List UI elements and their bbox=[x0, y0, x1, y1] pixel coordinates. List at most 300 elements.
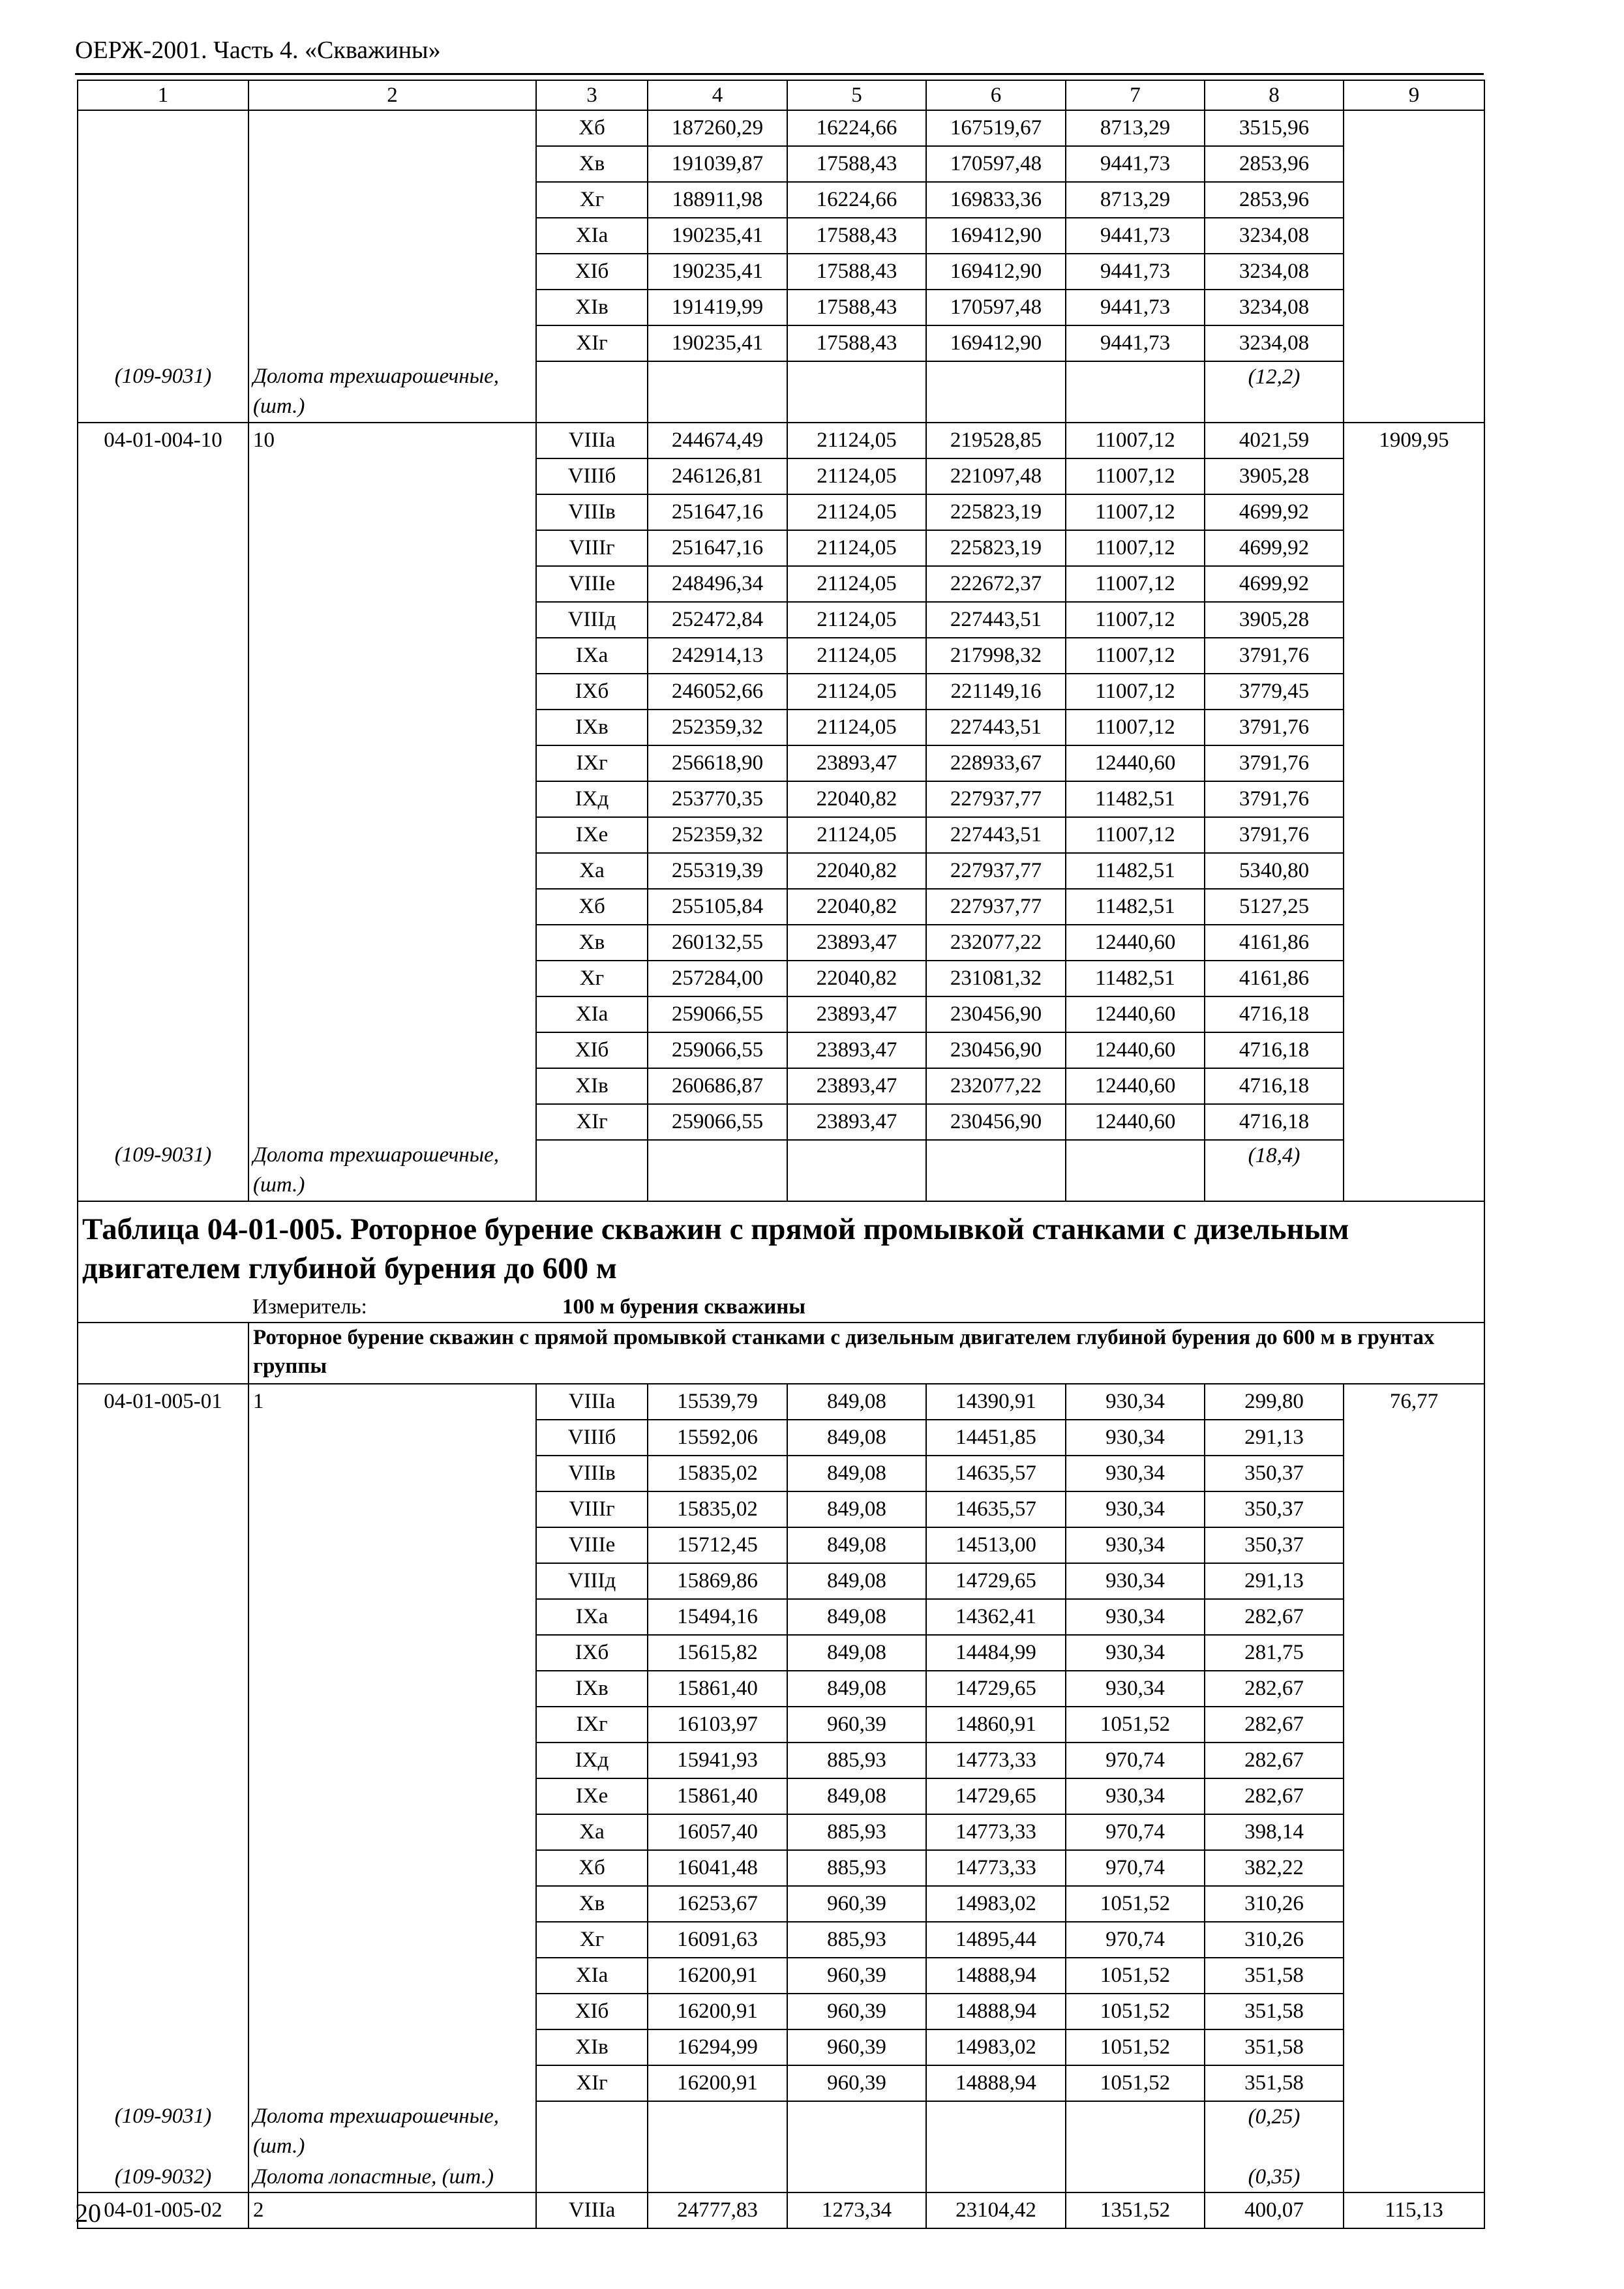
soil-group-cell: IXг bbox=[536, 1707, 648, 1743]
value-cell: 930,34 bbox=[1066, 1420, 1205, 1456]
value-cell: 849,08 bbox=[787, 1384, 926, 1420]
soil-group-cell: IXг bbox=[536, 745, 648, 781]
value-cell: 227443,51 bbox=[926, 602, 1066, 638]
value-cell: 4716,18 bbox=[1205, 996, 1344, 1032]
value-cell: 8713,29 bbox=[1066, 182, 1205, 218]
value-cell: 191039,87 bbox=[648, 146, 787, 182]
value-cell: 970,74 bbox=[1066, 1743, 1205, 1778]
empty-cell bbox=[536, 1140, 648, 1201]
soil-group-cell: VIIIд bbox=[536, 602, 648, 638]
section-title-row bbox=[78, 1201, 1484, 1292]
value-cell: 400,07 bbox=[1205, 2192, 1344, 2228]
value-cell: 15494,16 bbox=[648, 1599, 787, 1635]
value-cell: 22040,82 bbox=[787, 889, 926, 925]
soil-group-cell: XIв bbox=[536, 1068, 648, 1104]
empty-cell bbox=[536, 2101, 648, 2162]
value-cell: 351,58 bbox=[1205, 2065, 1344, 2101]
value-cell: 3791,76 bbox=[1205, 781, 1344, 817]
value-cell: 12440,60 bbox=[1066, 996, 1205, 1032]
value-cell: 3905,28 bbox=[1205, 458, 1344, 494]
material-code: (109-9031) bbox=[78, 1140, 248, 1201]
value-cell: 23893,47 bbox=[787, 1104, 926, 1140]
soil-group-cell: VIIIд bbox=[536, 1563, 648, 1599]
value-cell: 169412,90 bbox=[926, 325, 1066, 361]
value-cell: 1051,52 bbox=[1066, 2029, 1205, 2065]
value-cell: 11007,12 bbox=[1066, 710, 1205, 745]
col9-cell bbox=[1344, 110, 1484, 361]
value-cell: 4716,18 bbox=[1205, 1068, 1344, 1104]
value-cell: 21124,05 bbox=[787, 674, 926, 710]
value-cell: 3791,76 bbox=[1205, 710, 1344, 745]
column-number: 8 bbox=[1205, 80, 1344, 110]
value-cell: 970,74 bbox=[1066, 1922, 1205, 1958]
value-cell: 11482,51 bbox=[1066, 853, 1205, 889]
value-cell: 14773,33 bbox=[926, 1743, 1066, 1778]
value-cell: 398,14 bbox=[1205, 1814, 1344, 1850]
price-table bbox=[77, 80, 1485, 2229]
value-cell: 3791,76 bbox=[1205, 638, 1344, 674]
unit-label: Измеритель: bbox=[248, 1292, 536, 1323]
value-cell: 885,93 bbox=[787, 1743, 926, 1778]
value-cell: 1051,52 bbox=[1066, 1958, 1205, 1994]
section-subtitle: Роторное бурение скважин с прямой промывкой станками с дизельным двигателем глубиной бурения до 600 м в грунтах группы bbox=[248, 1323, 1484, 1384]
value-cell: 260686,87 bbox=[648, 1068, 787, 1104]
soil-group-cell: Хб bbox=[536, 889, 648, 925]
value-cell: 230456,90 bbox=[926, 996, 1066, 1032]
value-cell: 4699,92 bbox=[1205, 530, 1344, 566]
subtitle-row bbox=[78, 1323, 1484, 1384]
value-cell: 14362,41 bbox=[926, 1599, 1066, 1635]
value-cell: 351,58 bbox=[1205, 2029, 1344, 2065]
empty-cell bbox=[78, 1323, 248, 1384]
soil-group-cell: VIIIб bbox=[536, 1420, 648, 1456]
empty-cell bbox=[78, 1292, 248, 1323]
value-cell: 227937,77 bbox=[926, 889, 1066, 925]
empty-cell bbox=[1344, 2101, 1484, 2162]
value-cell: 4716,18 bbox=[1205, 1104, 1344, 1140]
value-cell: 351,58 bbox=[1205, 1958, 1344, 1994]
soil-group-cell: Хг bbox=[536, 961, 648, 996]
value-cell: 351,58 bbox=[1205, 1994, 1344, 2029]
value-cell: 960,39 bbox=[787, 1707, 926, 1743]
material-name bbox=[248, 1140, 536, 1201]
value-cell: 217998,32 bbox=[926, 638, 1066, 674]
value-cell: 15592,06 bbox=[648, 1420, 787, 1456]
value-cell: 14888,94 bbox=[926, 1994, 1066, 2029]
col9-cell: 1909,95 bbox=[1344, 423, 1484, 1140]
column-number-row bbox=[78, 80, 1484, 110]
value-cell: 21124,05 bbox=[787, 494, 926, 530]
value-cell: 227937,77 bbox=[926, 781, 1066, 817]
value-cell: 23893,47 bbox=[787, 1068, 926, 1104]
empty-cell bbox=[787, 2162, 926, 2192]
column-number: 9 bbox=[1344, 80, 1484, 110]
code-cell: 04-01-005-02 bbox=[78, 2192, 248, 2228]
value-cell: 11482,51 bbox=[1066, 889, 1205, 925]
value-cell: 3234,08 bbox=[1205, 290, 1344, 325]
value-cell: 930,34 bbox=[1066, 1778, 1205, 1814]
value-cell: 14895,44 bbox=[926, 1922, 1066, 1958]
value-cell: 252359,32 bbox=[648, 817, 787, 853]
value-cell: 12440,60 bbox=[1066, 1032, 1205, 1068]
value-cell: 970,74 bbox=[1066, 1850, 1205, 1886]
value-cell: 251647,16 bbox=[648, 530, 787, 566]
value-cell: 190235,41 bbox=[648, 218, 787, 254]
value-cell: 3234,08 bbox=[1205, 218, 1344, 254]
value-cell: 3779,45 bbox=[1205, 674, 1344, 710]
column-number: 2 bbox=[248, 80, 536, 110]
value-cell: 282,67 bbox=[1205, 1778, 1344, 1814]
empty-cell bbox=[1344, 1140, 1484, 1201]
value-cell: 16200,91 bbox=[648, 2065, 787, 2101]
soil-group-cell: XIг bbox=[536, 325, 648, 361]
value-cell: 2853,96 bbox=[1205, 146, 1344, 182]
empty-cell bbox=[1344, 361, 1484, 423]
soil-group-cell: VIIIг bbox=[536, 530, 648, 566]
value-cell: 3234,08 bbox=[1205, 325, 1344, 361]
value-cell: 930,34 bbox=[1066, 1563, 1205, 1599]
section-title-text: Таблица 04-01-005. Роторное бурение скважин с прямой промывкой станками с дизельным двигателем глубиной бурения до 600 м bbox=[82, 1212, 1349, 1285]
material-qty: (0,25) bbox=[1205, 2101, 1344, 2162]
material-row bbox=[78, 1140, 1484, 1201]
empty-cell bbox=[648, 2162, 787, 2192]
value-cell: 310,26 bbox=[1205, 1922, 1344, 1958]
empty-cell bbox=[1066, 2162, 1205, 2192]
value-cell: 885,93 bbox=[787, 1922, 926, 1958]
value-cell: 244674,49 bbox=[648, 423, 787, 458]
soil-group-cell: IXб bbox=[536, 1635, 648, 1671]
value-cell: 22040,82 bbox=[787, 853, 926, 889]
value-cell: 14729,65 bbox=[926, 1778, 1066, 1814]
value-cell: 227443,51 bbox=[926, 710, 1066, 745]
value-cell: 16103,97 bbox=[648, 1707, 787, 1743]
empty-cell bbox=[926, 1140, 1066, 1201]
value-cell: 227443,51 bbox=[926, 817, 1066, 853]
soil-group-cell: IXе bbox=[536, 817, 648, 853]
value-cell: 5340,80 bbox=[1205, 853, 1344, 889]
empty-cell bbox=[648, 361, 787, 423]
soil-group-cell: VIIIа bbox=[536, 1384, 648, 1420]
value-cell: 8713,29 bbox=[1066, 110, 1205, 146]
value-cell: 16200,91 bbox=[648, 1958, 787, 1994]
value-cell: 191419,99 bbox=[648, 290, 787, 325]
value-cell: 3791,76 bbox=[1205, 817, 1344, 853]
empty-cell bbox=[926, 2101, 1066, 2162]
value-cell: 21124,05 bbox=[787, 566, 926, 602]
value-cell: 885,93 bbox=[787, 1814, 926, 1850]
value-cell: 23104,42 bbox=[926, 2192, 1066, 2228]
value-cell: 227937,77 bbox=[926, 853, 1066, 889]
value-cell: 219528,85 bbox=[926, 423, 1066, 458]
value-cell: 310,26 bbox=[1205, 1886, 1344, 1922]
soil-group-cell: VIIIб bbox=[536, 458, 648, 494]
soil-group-cell: Хб bbox=[536, 110, 648, 146]
value-cell: 248496,34 bbox=[648, 566, 787, 602]
soil-group-cell: IXв bbox=[536, 1671, 648, 1707]
value-cell: 14983,02 bbox=[926, 2029, 1066, 2065]
soil-group-cell: Хв bbox=[536, 1886, 648, 1922]
soil-group-cell: IXд bbox=[536, 781, 648, 817]
material-name-text: Долота лопастные, (шт.) bbox=[253, 2165, 494, 2189]
soil-group-cell: XIб bbox=[536, 1032, 648, 1068]
soil-group-cell: Хв bbox=[536, 925, 648, 961]
value-cell: 5127,25 bbox=[1205, 889, 1344, 925]
value-cell: 9441,73 bbox=[1066, 325, 1205, 361]
value-cell: 16224,66 bbox=[787, 182, 926, 218]
value-cell: 3515,96 bbox=[1205, 110, 1344, 146]
column-number: 7 bbox=[1066, 80, 1205, 110]
value-cell: 21124,05 bbox=[787, 710, 926, 745]
header-rule bbox=[75, 73, 1484, 75]
empty-cell bbox=[1066, 1140, 1205, 1201]
value-cell: 11007,12 bbox=[1066, 530, 1205, 566]
value-cell: 11482,51 bbox=[1066, 781, 1205, 817]
value-cell: 221149,16 bbox=[926, 674, 1066, 710]
value-cell: 1051,52 bbox=[1066, 1886, 1205, 1922]
material-qty: (12,2) bbox=[1205, 361, 1344, 423]
empty-cell bbox=[926, 361, 1066, 423]
value-cell: 12440,60 bbox=[1066, 1104, 1205, 1140]
empty-cell bbox=[787, 361, 926, 423]
material-name-text: Долота трехшарошечные, (шт.) bbox=[253, 1143, 500, 1197]
soil-group-cell: VIIIв bbox=[536, 494, 648, 530]
value-cell: 16224,66 bbox=[787, 110, 926, 146]
value-cell: 849,08 bbox=[787, 1491, 926, 1527]
value-cell: 255319,39 bbox=[648, 853, 787, 889]
soil-group-cell: VIIIа bbox=[536, 423, 648, 458]
value-cell: 11007,12 bbox=[1066, 638, 1205, 674]
value-cell: 15869,86 bbox=[648, 1563, 787, 1599]
value-cell: 16091,63 bbox=[648, 1922, 787, 1958]
column-number: 5 bbox=[787, 80, 926, 110]
value-cell: 259066,55 bbox=[648, 1032, 787, 1068]
value-cell: 4021,59 bbox=[1205, 423, 1344, 458]
soil-group-cell: XIб bbox=[536, 1994, 648, 2029]
value-cell: 257284,00 bbox=[648, 961, 787, 996]
value-cell: 14888,94 bbox=[926, 1958, 1066, 1994]
value-cell: 2853,96 bbox=[1205, 182, 1344, 218]
value-cell: 17588,43 bbox=[787, 325, 926, 361]
soil-group-cell: VIIIг bbox=[536, 1491, 648, 1527]
value-cell: 4699,92 bbox=[1205, 494, 1344, 530]
soil-group-cell: IXе bbox=[536, 1778, 648, 1814]
material-name bbox=[248, 2101, 536, 2162]
value-cell: 14773,33 bbox=[926, 1814, 1066, 1850]
soil-group-cell: Хг bbox=[536, 1922, 648, 1958]
empty-cell bbox=[787, 1140, 926, 1201]
value-cell: 291,13 bbox=[1205, 1420, 1344, 1456]
col9-cell: 76,77 bbox=[1344, 1384, 1484, 2101]
value-cell: 252359,32 bbox=[648, 710, 787, 745]
value-cell: 299,80 bbox=[1205, 1384, 1344, 1420]
soil-group-cell: Хв bbox=[536, 146, 648, 182]
value-cell: 15861,40 bbox=[648, 1671, 787, 1707]
value-cell: 16057,40 bbox=[648, 1814, 787, 1850]
value-cell: 188911,98 bbox=[648, 182, 787, 218]
value-cell: 282,67 bbox=[1205, 1599, 1344, 1635]
value-cell: 15835,02 bbox=[648, 1491, 787, 1527]
value-cell: 225823,19 bbox=[926, 494, 1066, 530]
value-cell: 1351,52 bbox=[1066, 2192, 1205, 2228]
material-row bbox=[78, 2162, 1484, 2192]
value-cell: 350,37 bbox=[1205, 1527, 1344, 1563]
value-cell: 11482,51 bbox=[1066, 961, 1205, 996]
value-cell: 21124,05 bbox=[787, 423, 926, 458]
column-number: 6 bbox=[926, 80, 1066, 110]
column-number: 4 bbox=[648, 80, 787, 110]
empty-cell bbox=[926, 2162, 1066, 2192]
value-cell: 960,39 bbox=[787, 2029, 926, 2065]
value-cell: 190235,41 bbox=[648, 325, 787, 361]
value-cell: 16294,99 bbox=[648, 2029, 787, 2065]
value-cell: 16253,67 bbox=[648, 1886, 787, 1922]
value-cell: 1051,52 bbox=[1066, 2065, 1205, 2101]
col9-cell: 115,13 bbox=[1344, 2192, 1484, 2228]
material-name-text: Долота трехшарошечные, (шт.) bbox=[253, 2104, 500, 2158]
value-cell: 849,08 bbox=[787, 1778, 926, 1814]
value-cell: 1273,34 bbox=[787, 2192, 926, 2228]
unit-value: 100 м бурения скважины bbox=[536, 1292, 1484, 1323]
code-cell bbox=[78, 110, 248, 361]
value-cell: 228933,67 bbox=[926, 745, 1066, 781]
soil-group-cell: VIIIе bbox=[536, 566, 648, 602]
value-cell: 23893,47 bbox=[787, 925, 926, 961]
soil-group-cell: IXб bbox=[536, 674, 648, 710]
value-cell: 260132,55 bbox=[648, 925, 787, 961]
value-cell: 350,37 bbox=[1205, 1456, 1344, 1491]
value-cell: 9441,73 bbox=[1066, 254, 1205, 290]
value-cell: 930,34 bbox=[1066, 1635, 1205, 1671]
soil-group-cell: IXв bbox=[536, 710, 648, 745]
value-cell: 849,08 bbox=[787, 1671, 926, 1707]
value-cell: 230456,90 bbox=[926, 1032, 1066, 1068]
unit-row bbox=[78, 1292, 1484, 1323]
soil-group-cell: XIа bbox=[536, 996, 648, 1032]
page-number: 20 bbox=[75, 2198, 101, 2228]
value-cell: 14390,91 bbox=[926, 1384, 1066, 1420]
value-cell: 24777,83 bbox=[648, 2192, 787, 2228]
value-cell: 4161,86 bbox=[1205, 925, 1344, 961]
value-cell: 1051,52 bbox=[1066, 1994, 1205, 2029]
column-number: 1 bbox=[78, 80, 248, 110]
value-cell: 169833,36 bbox=[926, 182, 1066, 218]
value-cell: 930,34 bbox=[1066, 1384, 1205, 1420]
value-cell: 225823,19 bbox=[926, 530, 1066, 566]
value-cell: 282,67 bbox=[1205, 1671, 1344, 1707]
soil-group-cell: XIв bbox=[536, 2029, 648, 2065]
value-cell: 21124,05 bbox=[787, 458, 926, 494]
empty-cell bbox=[536, 2162, 648, 2192]
value-cell: 22040,82 bbox=[787, 781, 926, 817]
value-cell: 14513,00 bbox=[926, 1527, 1066, 1563]
material-code: (109-9032) bbox=[78, 2162, 248, 2192]
value-cell: 231081,32 bbox=[926, 961, 1066, 996]
value-cell: 23893,47 bbox=[787, 996, 926, 1032]
value-cell: 849,08 bbox=[787, 1527, 926, 1563]
value-cell: 222672,37 bbox=[926, 566, 1066, 602]
value-cell: 17588,43 bbox=[787, 146, 926, 182]
value-cell: 282,67 bbox=[1205, 1707, 1344, 1743]
value-cell: 849,08 bbox=[787, 1599, 926, 1635]
soil-group-cell: XIг bbox=[536, 1104, 648, 1140]
value-cell: 187260,29 bbox=[648, 110, 787, 146]
soil-group-cell: XIа bbox=[536, 218, 648, 254]
value-cell: 253770,35 bbox=[648, 781, 787, 817]
value-cell: 15941,93 bbox=[648, 1743, 787, 1778]
value-cell: 14773,33 bbox=[926, 1850, 1066, 1886]
empty-cell bbox=[648, 2101, 787, 2162]
soil-group-cell: Ха bbox=[536, 1814, 648, 1850]
value-cell: 9441,73 bbox=[1066, 146, 1205, 182]
value-cell: 15861,40 bbox=[648, 1778, 787, 1814]
value-cell: 23893,47 bbox=[787, 1032, 926, 1068]
value-cell: 251647,16 bbox=[648, 494, 787, 530]
code-cell: 04-01-004-10 bbox=[78, 423, 248, 1140]
value-cell: 170597,48 bbox=[926, 146, 1066, 182]
value-cell: 14888,94 bbox=[926, 2065, 1066, 2101]
value-cell: 14484,99 bbox=[926, 1635, 1066, 1671]
material-row bbox=[78, 2101, 1484, 2162]
value-cell: 960,39 bbox=[787, 1958, 926, 1994]
value-cell: 960,39 bbox=[787, 1886, 926, 1922]
value-cell: 12440,60 bbox=[1066, 745, 1205, 781]
value-cell: 849,08 bbox=[787, 1563, 926, 1599]
value-cell: 22040,82 bbox=[787, 961, 926, 996]
value-cell: 281,75 bbox=[1205, 1635, 1344, 1671]
value-cell: 255105,84 bbox=[648, 889, 787, 925]
value-cell: 21124,05 bbox=[787, 530, 926, 566]
soil-group-cell: XIа bbox=[536, 1958, 648, 1994]
num-cell: 10 bbox=[248, 423, 536, 1140]
value-cell: 3791,76 bbox=[1205, 745, 1344, 781]
value-cell: 960,39 bbox=[787, 2065, 926, 2101]
value-cell: 259066,55 bbox=[648, 1104, 787, 1140]
value-cell: 3234,08 bbox=[1205, 254, 1344, 290]
value-cell: 382,22 bbox=[1205, 1850, 1344, 1886]
table-row bbox=[78, 2192, 1484, 2228]
value-cell: 960,39 bbox=[787, 1994, 926, 2029]
table-row bbox=[78, 1384, 1484, 1420]
value-cell: 11007,12 bbox=[1066, 602, 1205, 638]
value-cell: 14860,91 bbox=[926, 1707, 1066, 1743]
value-cell: 15712,45 bbox=[648, 1527, 787, 1563]
value-cell: 16200,91 bbox=[648, 1994, 787, 2029]
empty-cell bbox=[536, 361, 648, 423]
value-cell: 3905,28 bbox=[1205, 602, 1344, 638]
value-cell: 11007,12 bbox=[1066, 566, 1205, 602]
value-cell: 14451,85 bbox=[926, 1420, 1066, 1456]
value-cell: 17588,43 bbox=[787, 290, 926, 325]
value-cell: 12440,60 bbox=[1066, 925, 1205, 961]
soil-group-cell: IXа bbox=[536, 638, 648, 674]
value-cell: 930,34 bbox=[1066, 1527, 1205, 1563]
empty-cell bbox=[787, 2101, 926, 2162]
material-name bbox=[248, 361, 536, 423]
num-cell bbox=[248, 110, 536, 361]
value-cell: 21124,05 bbox=[787, 602, 926, 638]
value-cell: 167519,67 bbox=[926, 110, 1066, 146]
value-cell: 930,34 bbox=[1066, 1599, 1205, 1635]
value-cell: 252472,84 bbox=[648, 602, 787, 638]
value-cell: 230456,90 bbox=[926, 1104, 1066, 1140]
empty-cell bbox=[1066, 361, 1205, 423]
value-cell: 885,93 bbox=[787, 1850, 926, 1886]
soil-group-cell: XIг bbox=[536, 2065, 648, 2101]
value-cell: 930,34 bbox=[1066, 1456, 1205, 1491]
value-cell: 221097,48 bbox=[926, 458, 1066, 494]
running-header: ОЕРЖ-2001. Часть 4. «Скважины» bbox=[75, 37, 441, 64]
value-cell: 256618,90 bbox=[648, 745, 787, 781]
